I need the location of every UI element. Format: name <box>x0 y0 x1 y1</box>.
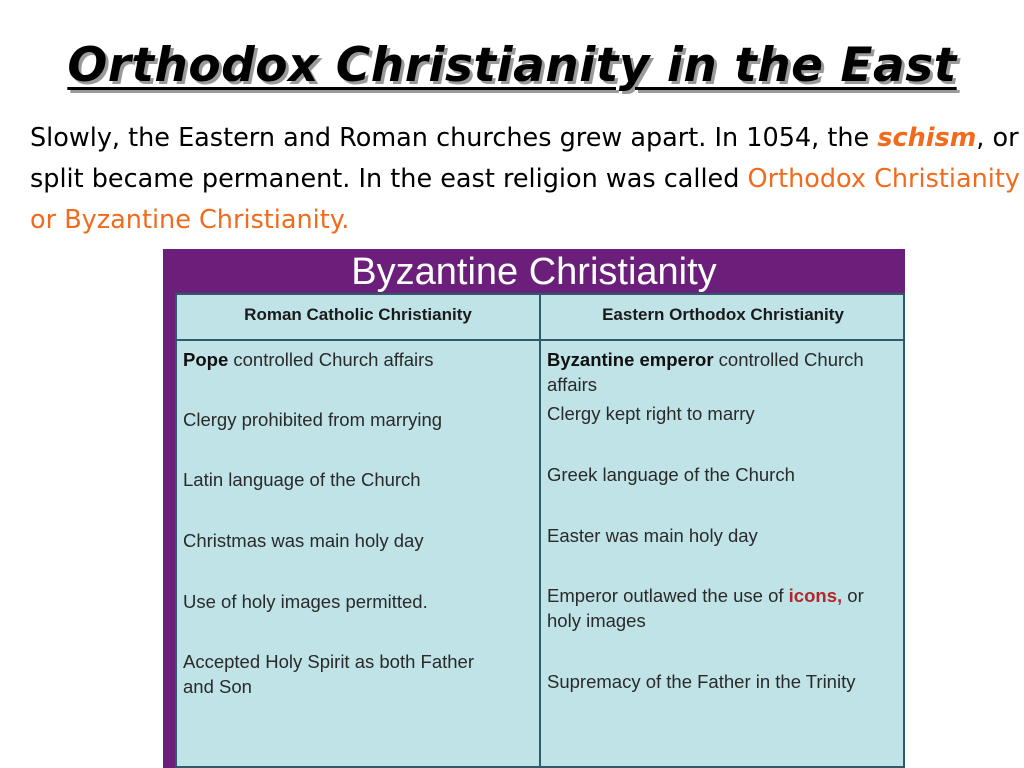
slide-title: Orthodox Christianity in the East <box>67 38 957 93</box>
orthodox-row-language: Greek language of the Church <box>547 464 795 485</box>
orthodox-row-church-affairs-bold: Byzantine emperor <box>547 349 714 370</box>
header-eastern-orthodox: Eastern Orthodox Christianity <box>602 305 844 324</box>
orthodox-row-icons <box>547 583 899 633</box>
intro-paragraph <box>30 118 1020 241</box>
orthodox-row-church-affairs <box>547 347 899 397</box>
orthodox-row-icons-part1: Emperor outlawed the use of <box>547 585 789 606</box>
orthodox-row-trinity: Supremacy of the Father in the Trinity <box>547 671 856 692</box>
header-divider <box>177 339 903 341</box>
chart-title: Byzantine Christianity <box>351 251 717 293</box>
roman-row-clergy: Clergy prohibited from marrying <box>183 409 443 430</box>
orthodox-row-church-affairs-rest: controlled Church affairs <box>547 349 864 395</box>
roman-row-church-affairs <box>183 347 533 372</box>
intro-text-part2: , or split became permanent. In the east religion was called <box>30 123 1019 194</box>
orthodox-row-icons-part2: or holy images <box>547 585 864 631</box>
comparison-chart <box>163 249 905 768</box>
orthodox-row-holy-day: Easter was main holy day <box>547 525 758 546</box>
header-roman-catholic: Roman Catholic Christianity <box>244 305 472 324</box>
column-divider <box>539 295 541 766</box>
orthodox-row-clergy: Clergy kept right to marry <box>547 403 755 424</box>
roman-row-language: Latin language of the Church <box>183 469 421 490</box>
intro-text-part1: Slowly, the Eastern and Roman churches grew apart. In 1054, the <box>30 123 878 153</box>
roman-row-church-affairs-bold: Pope <box>183 349 229 370</box>
icons-term: icons, <box>788 585 843 606</box>
roman-row-holy-day: Christmas was main holy day <box>183 530 424 551</box>
roman-row-church-affairs-rest: controlled Church affairs <box>228 349 434 370</box>
schism-term: schism <box>877 123 977 153</box>
orthodox-highlight: Orthodox Christianity or Byzantine Christianity. <box>30 164 1020 235</box>
comparison-table <box>175 293 905 768</box>
roman-row-holy-spirit: Accepted Holy Spirit as both Father and Son <box>183 651 475 697</box>
roman-row-images: Use of holy images permitted. <box>183 591 428 612</box>
